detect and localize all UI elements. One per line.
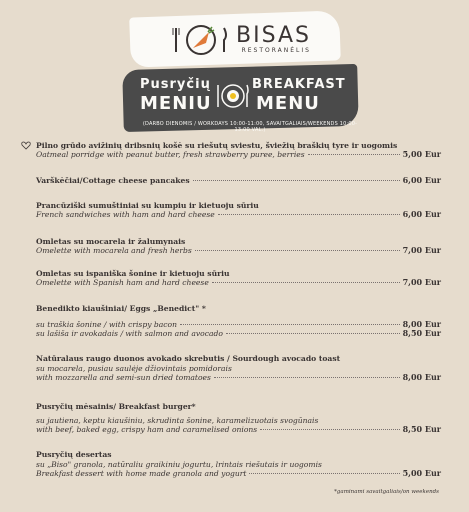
dessert-line2: Breakfast dessert with home made granola and yogurt	[36, 469, 247, 479]
footnote: *gaminami savaitgaliais/on weekends	[334, 489, 439, 495]
sourdough-line1: su mocarela, pusiau saulėje džiovintais pomidorais	[36, 364, 232, 373]
list-item	[36, 176, 441, 185]
item-price: 8,50 Eur	[402, 328, 441, 339]
dessert-line1: su „Biso" granola, natūraliu graikiniu jogurtu, lrintais riešutais ir uogomis	[36, 460, 322, 469]
plate-egg-icon	[216, 82, 250, 110]
hours-note: (DARBO DIENOMIS / WORKDAYS 10:00-11:00, SAVAITGALIAIS/WEEKENDS 10:00-13:00 VAL.)	[142, 121, 358, 133]
item-price: 8,00 Eur	[402, 319, 441, 329]
dotted-leader	[214, 377, 400, 378]
dotted-leader	[195, 250, 400, 251]
list-item	[36, 269, 441, 288]
burger-line2: with beef, baked egg, crispy ham and caramelised onions	[36, 425, 258, 435]
item-lt: Varškėčiai/Cottage cheese pancakes	[36, 176, 190, 185]
item-price: 5,00 Eur	[402, 149, 441, 160]
plate-carrot-logo-icon	[172, 22, 230, 56]
dotted-leader	[218, 214, 400, 215]
dotted-leader	[308, 154, 400, 155]
header-right-line2: MENU	[256, 93, 320, 114]
logo	[172, 22, 311, 56]
item-en: Oatmeal porridge with peanut butter, fresh strawberry puree, berries	[36, 150, 305, 160]
dotted-leader	[249, 473, 399, 474]
benedict-title: Benedikto kiaušiniai/ Eggs „Benedict" *	[36, 304, 206, 313]
burger-section	[36, 402, 441, 435]
item-price: 7,00 Eur	[402, 245, 441, 256]
item-price: 7,00 Eur	[402, 277, 441, 288]
dessert-section	[36, 450, 441, 479]
item-price: 5,00 Eur	[402, 468, 441, 479]
item-lt: Omletas su ispaniška šonine ir kietuoju sūriu	[36, 269, 230, 278]
item-lt: Pilno grūdo avižinių dribsnių košė su riešutų sviestu, šviežių braškių tyre ir uogomis	[36, 141, 398, 150]
item-price: 6,00 Eur	[402, 209, 441, 220]
list-item	[36, 201, 441, 220]
benedict-option-bacon: su traškia šonine / with crispy bacon	[36, 320, 177, 329]
item-price: 6,00 Eur	[402, 175, 441, 185]
list-item	[36, 237, 441, 256]
item-price: 8,50 Eur	[402, 424, 441, 435]
sourdough-title: Natūralaus raugo duonos avokado skrebutis / Sourdough avocado toast	[36, 354, 341, 363]
dotted-leader	[260, 429, 399, 430]
dotted-leader	[212, 282, 400, 283]
dessert-title: Pusryčių desertas	[36, 450, 112, 459]
burger-line1: su jautiena, keptu kiaušiniu, skrudinta šonine, karamelizuotais svogūnais	[36, 416, 319, 425]
brand-subtitle: RESTORANĖLIS	[241, 46, 311, 54]
dotted-leader	[193, 180, 400, 181]
dotted-leader	[226, 333, 400, 334]
brand-name: BISAS	[236, 22, 311, 48]
item-en: Omelette with Spanish ham and hard cheese	[36, 278, 209, 288]
benedict-section	[36, 304, 441, 339]
sourdough-line2: with mozzarella and semi-sun dried tomatoes	[36, 373, 211, 383]
sourdough-section	[36, 354, 441, 383]
header-left-line1: Pusryčių	[140, 77, 211, 92]
item-price: 8,00 Eur	[402, 372, 441, 383]
dotted-leader	[180, 324, 400, 325]
item-lt: Prancūziški sumuštiniai su kumpiu ir kietuoju sūriu	[36, 201, 259, 210]
heart-icon	[21, 141, 31, 150]
burger-title: Pusryčių mėsainis/ Breakfast burger*	[36, 402, 196, 411]
header-right-line1: BREAKFAST	[252, 77, 346, 92]
header-left-line2: MENIU	[140, 93, 212, 114]
item-en: French sandwiches with ham and hard cheese	[36, 210, 215, 220]
benedict-option-salmon: su lašiša ir avokadais / with salmon and avocado	[36, 329, 223, 339]
item-en: Omelette with mocarela and fresh herbs	[36, 246, 192, 256]
item-lt: Omletas su mocarela ir žalumynais	[36, 237, 186, 246]
list-item	[36, 141, 441, 160]
